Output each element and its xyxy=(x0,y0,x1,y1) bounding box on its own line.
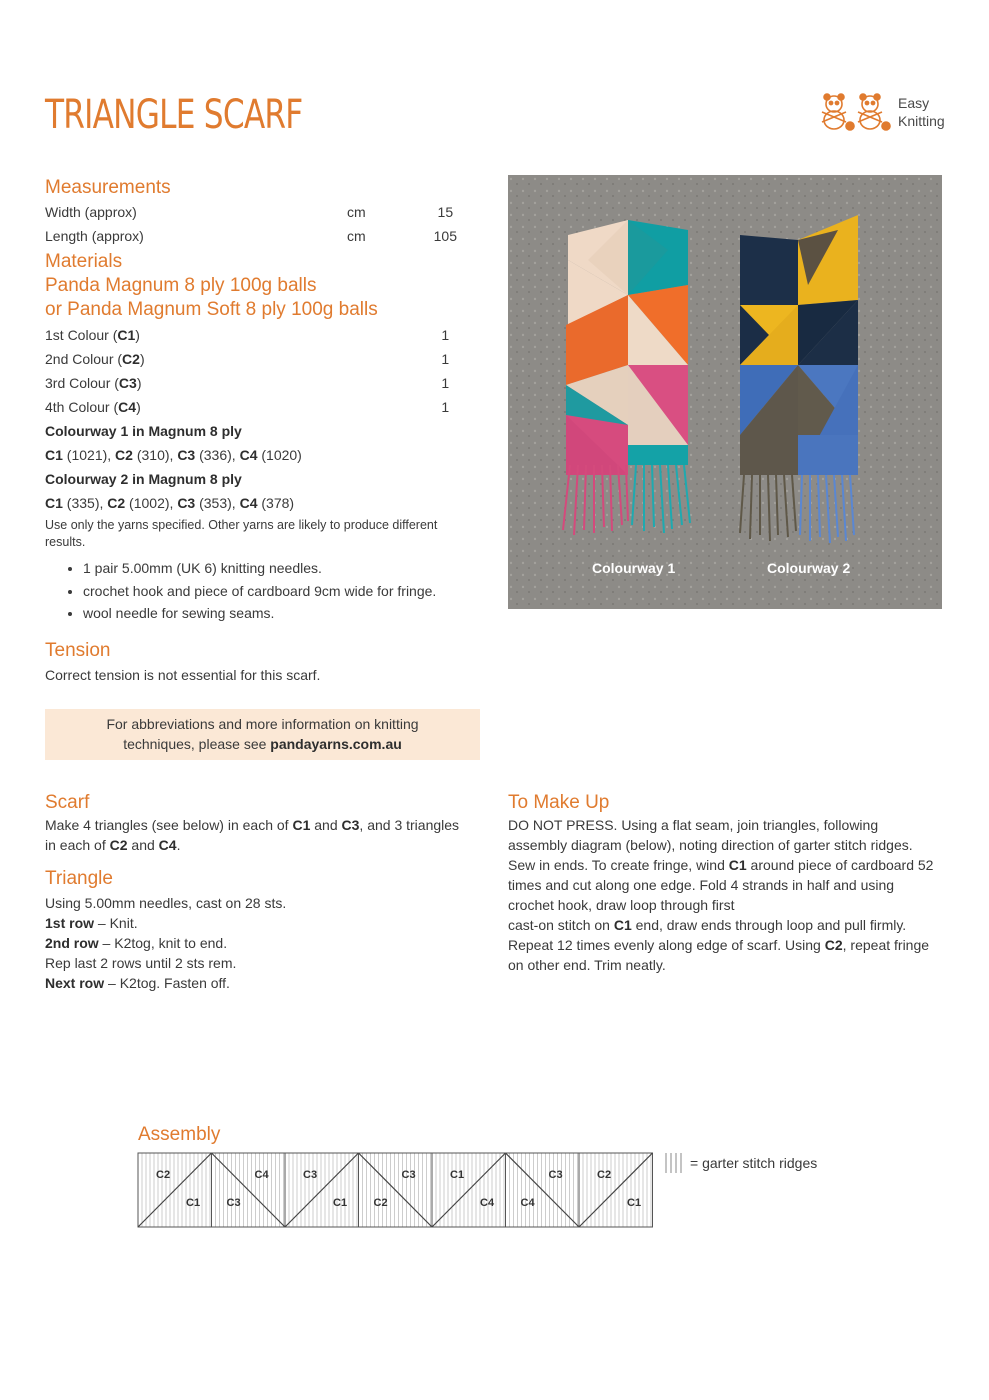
measurement-label: Length (approx) xyxy=(45,228,144,244)
colour-qty: 1 xyxy=(441,327,450,343)
triangle-heading: Triangle xyxy=(45,868,113,889)
assembly-heading: Assembly xyxy=(138,1124,221,1145)
colour-row: 3rd Colour (C3) 1 xyxy=(45,371,465,395)
legend-text: = garter stitch ridges xyxy=(690,1155,818,1171)
assembly-label-bottom: C2 xyxy=(373,1197,388,1209)
colour-row: 4th Colour (C4) 1 xyxy=(45,395,465,419)
assembly-label-top: C3 xyxy=(548,1169,563,1181)
photo-caption-colourway-2: Colourway 2 xyxy=(767,560,851,576)
assembly-diagonal xyxy=(579,1153,653,1227)
assembly-label-top: C1 xyxy=(450,1169,465,1181)
garter-ridges-icon xyxy=(664,1152,684,1174)
difficulty-line-1: Easy xyxy=(898,95,930,111)
assembly-label-bottom: C4 xyxy=(480,1197,495,1209)
measurement-unit: cm xyxy=(346,228,366,244)
assembly-label-bottom: C1 xyxy=(186,1197,201,1209)
measurements-section xyxy=(45,176,465,625)
scarf-heading: Scarf xyxy=(45,792,90,813)
colour-qty: 1 xyxy=(441,399,450,415)
yarn-line-2: or Panda Magnum Soft 8 ply 100g balls xyxy=(45,299,378,320)
make-up-text: DO NOT PRESS. Using a flat seam, join triangles, following assembly diagram (below), noting direction of garter stitch ridges. Sew in ends. To create fringe, wind C1 around piece of cardboard 52 times and cut along one edge. Fold 4 strands in half and using crochet hook, draw loop through first cast-on stitch on C1 end, draw ends through loop and pull firmly. Repeat 12 times evenly along edge of scarf. Using C2, repeat fringe on other end. Trim neatly. xyxy=(508,817,934,973)
assembly-diagram-svg xyxy=(137,1152,655,1228)
list-item: • wool needle for sewing seams. xyxy=(83,602,465,625)
assembly-label-bottom: C1 xyxy=(333,1197,348,1209)
difficulty-line-2: Knitting xyxy=(898,113,945,129)
yarn-note: Use only the yarns specified. Other yarns are likely to produce different results. xyxy=(45,518,438,549)
assembly-label-top: C2 xyxy=(597,1169,612,1181)
scarf-photo xyxy=(508,175,942,609)
assembly-diagonal xyxy=(212,1153,286,1227)
equipment-list xyxy=(45,557,465,625)
colourway-2-codes: C1 (335), C2 (1002), C3 (353), C4 (378) xyxy=(45,495,295,511)
measurement-unit: cm xyxy=(346,204,366,220)
colour-qty: 1 xyxy=(441,375,450,391)
colour-qty: 1 xyxy=(441,351,450,367)
tension-section xyxy=(45,639,465,687)
assembly-label-top: C2 xyxy=(156,1169,171,1181)
scarf-section xyxy=(45,791,470,855)
info-line-1: For abbreviations and more information on knitting xyxy=(106,716,419,732)
measurement-label: Width (approx) xyxy=(45,204,137,220)
photo-caption-colourway-1: Colourway 1 xyxy=(592,560,676,576)
triangle-row-1: 1st row – Knit. xyxy=(45,915,138,931)
tension-heading: Tension xyxy=(45,640,111,661)
colourway-2-heading: Colourway 2 in Magnum 8 ply xyxy=(45,471,242,487)
triangle-section xyxy=(45,867,470,993)
make-up-section xyxy=(508,791,938,975)
assembly-label-bottom: C4 xyxy=(520,1197,535,1209)
assembly-diagonal xyxy=(138,1153,212,1227)
assembly-diagram xyxy=(137,1152,655,1233)
assembly-label-top: C3 xyxy=(401,1169,416,1181)
list-item: • crochet hook and piece of cardboard 9cm wide for fringe. xyxy=(83,580,465,603)
info-box xyxy=(45,709,480,760)
assembly-diagonal xyxy=(432,1153,506,1227)
assembly-label-bottom: C3 xyxy=(226,1197,241,1209)
assembly-legend xyxy=(664,1151,817,1175)
scarf-instructions: Make 4 triangles (see below) in each of C1 and C3, and 3 triangles in each of C2 and C4. xyxy=(45,817,460,853)
measurement-value: 15 xyxy=(437,204,454,220)
info-line-2: techniques, please see xyxy=(123,736,271,752)
colourway-1-heading: Colourway 1 in Magnum 8 ply xyxy=(45,423,242,439)
triangle-line: Rep last 2 rows until 2 sts rem. xyxy=(45,955,237,971)
assembly-diagonal xyxy=(506,1153,580,1227)
make-up-heading: To Make Up xyxy=(508,792,610,813)
assembly-label-top: C4 xyxy=(254,1169,269,1181)
measurement-row-length xyxy=(45,224,465,248)
colour-row: 1st Colour (C1) 1 xyxy=(45,323,465,347)
measurement-value: 105 xyxy=(433,228,457,244)
panda-knitting-icon xyxy=(818,92,892,132)
difficulty-badge xyxy=(818,92,945,132)
measurements-heading: Measurements xyxy=(45,177,171,198)
yarn-line-1: Panda Magnum 8 ply 100g balls xyxy=(45,275,317,296)
triangle-row-next: Next row – K2tog. Fasten off. xyxy=(45,975,230,991)
assembly-label-bottom: C1 xyxy=(627,1197,642,1209)
triangle-row-2: 2nd row – K2tog, knit to end. xyxy=(45,935,228,951)
colourway-1-codes: C1 (1021), C2 (310), C3 (336), C4 (1020) xyxy=(45,447,302,463)
triangle-line: Using 5.00mm needles, cast on 28 sts. xyxy=(45,895,287,911)
list-item: • 1 pair 5.00mm (UK 6) knitting needles. xyxy=(83,557,465,580)
assembly-diagonal xyxy=(359,1153,433,1227)
tension-text: Correct tension is not essential for this scarf. xyxy=(45,667,321,683)
page-title: TRIANGLE SCARF xyxy=(45,92,303,138)
materials-heading: Materials xyxy=(45,251,123,272)
website-link[interactable]: pandayarns.com.au xyxy=(270,736,402,752)
measurement-row-width xyxy=(45,200,465,224)
colour-row: 2nd Colour (C2) 1 xyxy=(45,347,465,371)
assembly-diagonal xyxy=(285,1153,359,1227)
assembly-label-top: C3 xyxy=(303,1169,318,1181)
